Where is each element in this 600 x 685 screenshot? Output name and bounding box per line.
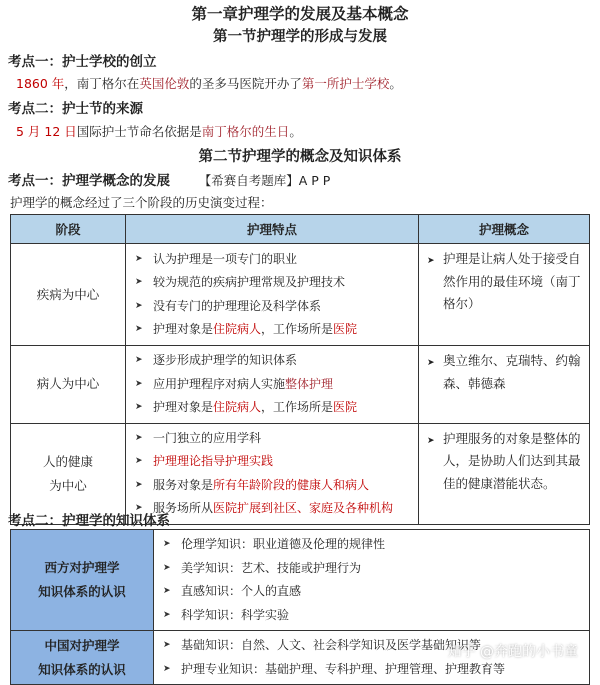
chapter-title: 第一章护理学的发展及基本概念	[191, 4, 409, 23]
kp2-heading: 考点二：护士节的来源	[8, 101, 143, 117]
features-cell	[126, 346, 419, 424]
list-item: ➤ 服务场所从医院扩展到社区、家庭及各种机构	[133, 497, 413, 521]
list-item: ➤ 一门独立的应用学科	[133, 427, 413, 451]
list-item: ➤ 护理专业知识：基础护理、专科护理、护理管理、护理教育等	[161, 658, 584, 682]
row-label-west: 西方对护理学 知识体系的认识	[11, 530, 154, 631]
list-item: ➤ 应用护理程序对病人实施整体护理	[133, 373, 413, 397]
list-item: ➤ 没有专门的护理理论及科学体系	[133, 295, 413, 319]
app-tag: 【希赛自考题库】A P P	[198, 173, 331, 188]
concept-cell: ➤ 奥立维尔、克瑞特、约翰森、韩德森	[419, 346, 590, 424]
header-stage: 阶段	[11, 215, 126, 244]
list-item: ➤ 美学知识：艺术、技能或护理行为	[161, 557, 584, 581]
list-item: ➤ 基础知识：自然、人文、社会科学知识及医学基础知识等	[161, 634, 584, 658]
list-item: ➤ 护理对象是住院病人，工作场所是医院	[133, 396, 413, 420]
kp4-heading: 考点二：护理学的知识体系	[8, 513, 170, 529]
stage-cell: 疾病为中心	[11, 244, 126, 346]
list-item: ➤ 科学知识：科学实验	[161, 604, 584, 628]
stage-cell: 病人为中心	[11, 346, 126, 424]
kp1-text: 1860 年，南丁格尔在英国伦敦的圣多马医院开办了第一所护士学校。	[16, 76, 402, 91]
list-item: ➤ 护理理论指导护理实践	[133, 450, 413, 474]
features-cell	[126, 244, 419, 346]
section-title-2: 第二节护理学的概念及知识体系	[198, 148, 402, 165]
watermark: 知乎 @奔跑的小书童	[447, 644, 578, 660]
header-features: 护理特点	[126, 215, 419, 244]
list-item: ➤ 认为护理是一项专门的职业	[133, 248, 413, 272]
kp1-heading: 考点一：护士学校的创立	[8, 54, 157, 70]
list-item: ➤ 护理对象是住院病人，工作场所是医院	[133, 318, 413, 342]
stage-cell: 人的健康 为中心	[11, 423, 126, 524]
row-label-china: 中国对护理学 知识体系的认识	[11, 631, 154, 685]
header-concept: 护理概念	[419, 215, 590, 244]
table-row	[11, 346, 590, 424]
table-row	[11, 530, 590, 631]
list-item: ➤ 直感知识：个人的直感	[161, 580, 584, 604]
list-item: ➤ 服务对象是所有年龄阶段的健康人和病人	[133, 474, 413, 498]
list-item: ➤ 伦理学知识：职业道德及伦理的规律性	[161, 533, 584, 557]
section-title-1: 第一节护理学的形成与发展	[213, 28, 387, 45]
kp3-intro: 护理学的概念经过了三个阶段的历史演变过程：	[10, 195, 273, 210]
knowledge-system-table	[10, 529, 590, 685]
list-item: ➤ 较为规范的疾病护理常规及护理技术	[133, 271, 413, 295]
table-row	[11, 244, 590, 346]
concept-cell: ➤ 护理是让病人处于接受自然作用的最佳环境（南丁格尔）	[419, 244, 590, 346]
list-item: ➤ 逐步形成护理学的知识体系	[133, 349, 413, 373]
items-cell	[154, 530, 590, 631]
kp2-text: 5 月 12 日国际护士节命名依据是南丁格尔的生日。	[16, 124, 302, 139]
concept-cell: ➤ 护理服务的对象是整体的人，是协助人们达到其最佳的健康潜能状态。	[419, 423, 590, 524]
nursing-concept-table	[10, 214, 590, 525]
kp3-heading: 考点一：护理学概念的发展 【希赛自考题库】A P P	[8, 173, 331, 189]
